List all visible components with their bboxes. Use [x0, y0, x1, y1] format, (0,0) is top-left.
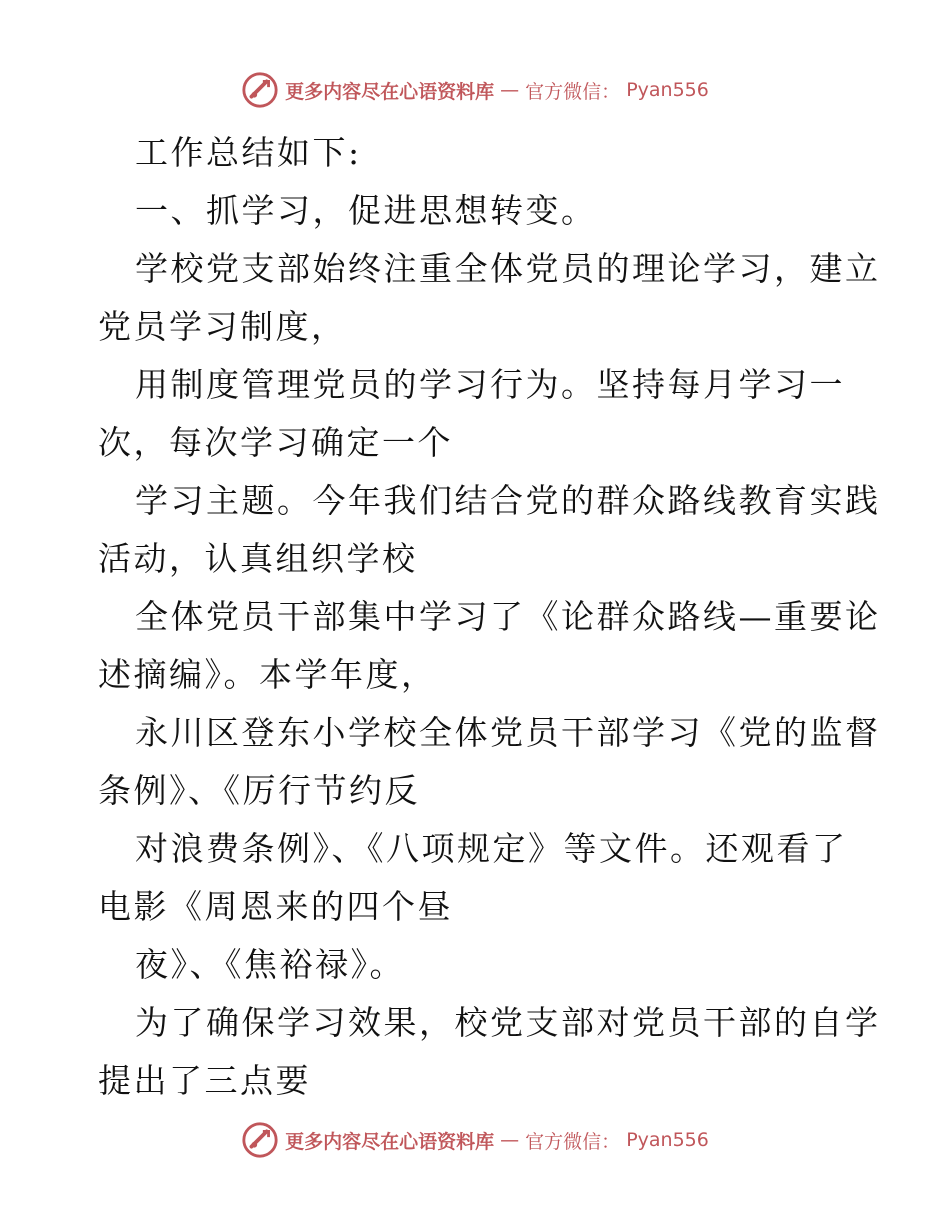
- watermark-wechat-label: 官方微信：: [525, 80, 621, 103]
- document-line: 提出了三点要: [98, 1061, 311, 1100]
- watermark-wechat-label: 官方微信：: [525, 1130, 621, 1153]
- watermark-site-text: 更多内容尽在心语资料库: [285, 80, 495, 103]
- document-line: 全体党员干部集中学习了《论群众路线—重要论: [135, 597, 881, 636]
- document-line: 党员学习制度，: [98, 307, 347, 346]
- document-line: 一、抓学习，促进思想转变。: [135, 191, 597, 230]
- document-line: 用制度管理党员的学习行为。坚持每月学习一: [135, 365, 845, 404]
- document-line: 学习主题。今年我们结合党的群众路线教育实践: [135, 481, 881, 520]
- document-line: 条例》、《厉行节约反: [98, 771, 420, 810]
- watermark-separator: —: [500, 79, 520, 101]
- watermark-site-text: 更多内容尽在心语资料库: [285, 1130, 495, 1153]
- document-line: 为了确保学习效果，校党支部对党员干部的自学: [135, 1003, 881, 1042]
- seal-logo-icon: [241, 71, 279, 109]
- document-line: 述摘编》。本学年度，: [98, 655, 437, 694]
- watermark-wechat-id: Pyan556: [626, 1129, 709, 1151]
- document-line: 工作总结如下:: [135, 133, 362, 172]
- document-line: 活动，认真组织学校: [98, 539, 418, 578]
- document-line: 次，每次学习确定一个: [98, 423, 453, 462]
- document-line: 学校党支部始终注重全体党员的理论学习，建立: [135, 249, 881, 288]
- seal-logo-icon: [241, 1121, 279, 1159]
- document-body: [98, 124, 881, 1110]
- document-line: 电影《周恩来的四个昼: [98, 887, 453, 926]
- document-line: 夜》、《焦裕禄》。: [135, 945, 405, 984]
- header-watermark: [0, 68, 950, 112]
- watermark-separator: —: [500, 1129, 520, 1151]
- document-line: 永川区登东小学校全体党员干部学习《党的监督: [135, 713, 881, 752]
- footer-watermark: [0, 1118, 950, 1162]
- document-line: 对浪费条例》、《八项规定》等文件。还观看了: [135, 829, 848, 868]
- watermark-wechat-id: Pyan556: [626, 79, 709, 101]
